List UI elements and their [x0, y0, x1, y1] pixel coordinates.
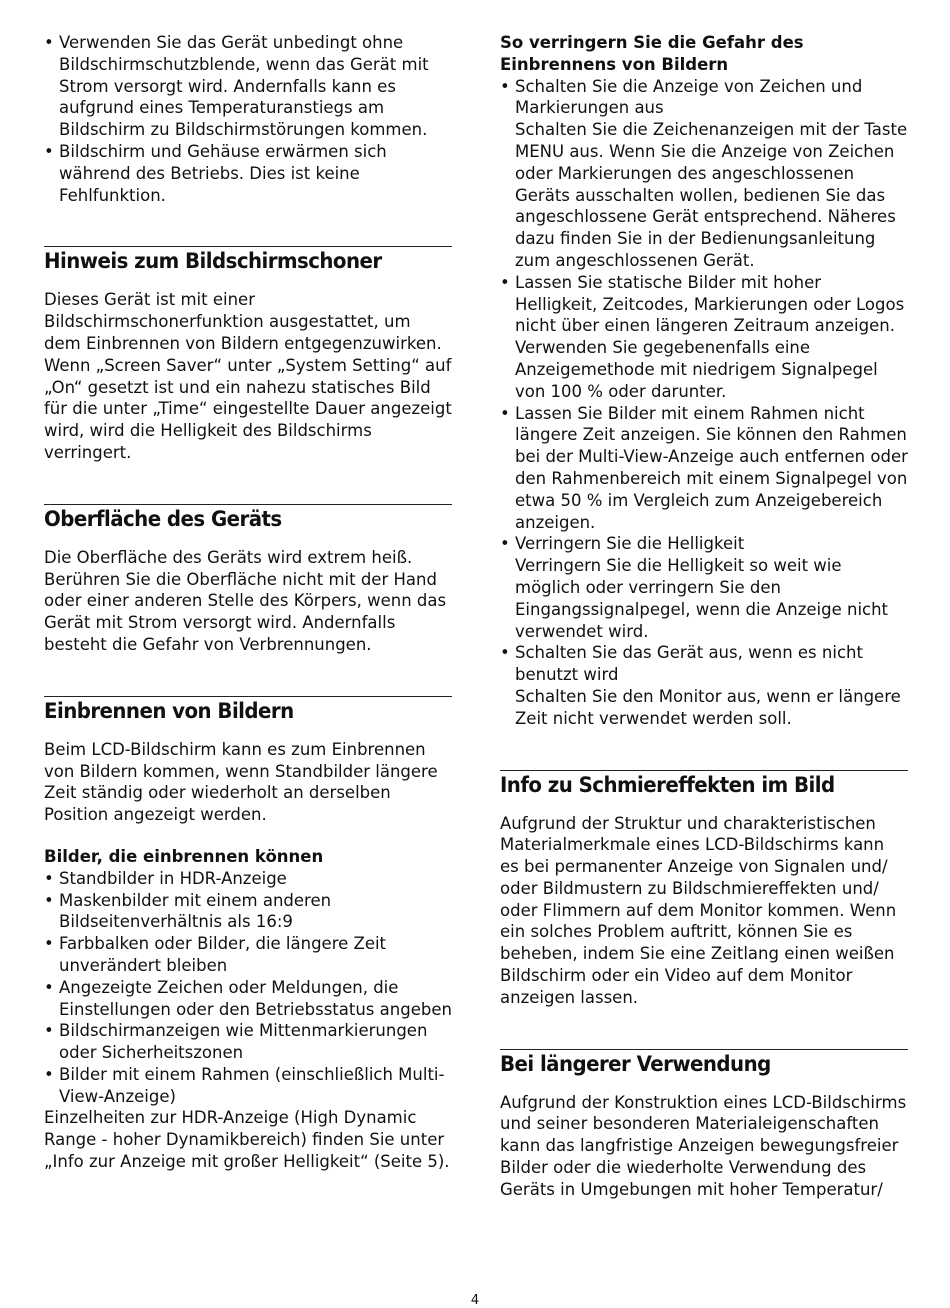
- section-surface: [44, 504, 452, 656]
- list-item: • Bilder mit einem Rahmen (einschließlich Multi-View-Anzeige): [44, 1064, 452, 1108]
- section-title: Einbrennen von Bildern: [44, 698, 294, 724]
- section-screensaver: [44, 246, 452, 463]
- item-head: Schalten Sie das Gerät aus, wenn es nicht benutzt wird: [515, 643, 863, 685]
- section-body: Die Oberfläche des Geräts wird extrem heiß. Berühren Sie die Oberfläche nicht mit der Hand oder einer anderen Stelle des Körpers, wenn das Gerät mit Strom versorgt wird. Andernfalls besteht die Gefahr von Verbrennungen.: [44, 547, 447, 654]
- page-number: 4: [470, 1293, 480, 1308]
- section-body: Beim LCD-Bildschirm kann es zum Einbrennen von Bildern kommen, wenn Standbilder längere Zeit ständig oder wiederholt an derselben Position angezeigt werden.: [44, 739, 438, 825]
- section-long-use: [500, 1049, 908, 1201]
- reduce-burnin-list: [500, 76, 908, 730]
- section-body: Aufgrund der Konstruktion eines LCD-Bildschirms und seiner besonderen Materialeigenschaften kann das langfristige Anzeigen bewegungsfreier Bilder oder die wiederholte Verwendung des Geräts in Umgebungen mit hoher Temperatur/: [500, 1092, 907, 1199]
- item-text: Schalten Sie den Monitor aus, wenn er längere Zeit nicht verwendet werden soll.: [515, 686, 901, 728]
- item-text: Schalten Sie die Zeichenanzeigen mit der Taste MENU aus. Wenn Sie die Anzeige von Zeichen oder Markierungen des angeschlossenen Geräts ausschalten wollen, bedienen Sie das angeschlossene Gerät entsprechend. Näheres dazu finden Sie in der Bedienungsanleitung zum angeschlossenen Gerät.: [515, 120, 908, 270]
- item-head: Lassen Sie Bilder mit einem Rahmen nicht längere Zeit anzeigen. Sie können den Rahmen bei der Multi-View-Anzeige auch entfernen oder den Rahmenbereich mit einem Signalpegel von etwa 50 % im Vergleich zum Anzeigebereich anzeigen.: [515, 403, 908, 532]
- intro-bullet-list: [44, 32, 452, 206]
- section-body: Aufgrund der Struktur und charakteristischen Materialmerkmale eines LCD-Bildschirms kann es bei permanenter Anzeige von Signalen und/ oder Bildmustern zu Bildschmiereffekten und/ oder Flimmern auf dem Monitor kommen. Wenn ein solches Problem auftritt, können Sie es beheben, indem Sie eine Zeitlang einen weißen Bildschirm oder ein Video auf dem Monitor anzeigen lassen.: [500, 813, 897, 1007]
- item-head: Verringern Sie die Helligkeit: [515, 534, 745, 554]
- list-item: • Maskenbilder mit einem anderen Bildseitenverhältnis als 16:9: [44, 890, 452, 934]
- list-item: [500, 642, 908, 729]
- subheading: Bilder, die einbrennen können: [44, 846, 324, 866]
- burnin-image-list: [44, 868, 452, 1108]
- item-text: Verringern Sie die Helligkeit so weit wie möglich oder verringern Sie den Eingangssignalpegel, wenn die Anzeige nicht verwendet wird.: [515, 556, 889, 641]
- list-item: [500, 403, 908, 534]
- section-body: Dieses Gerät ist mit einer Bildschirmschonerfunktion ausgestattet, um dem Einbrennen von Bildern entgegenzuwirken. Wenn „Screen Saver“ unter „System Setting“ auf „On“ gesetzt ist und ein nahezu statisches Bild für die unter „Time“ eingestellte Dauer angezeigt wird, wird die Helligkeit des Bildschirms verringert.: [44, 290, 452, 462]
- section-title: Hinweis zum Bildschirmschoner: [44, 249, 382, 275]
- list-item: • Farbbalken oder Bilder, die längere Zeit unverändert bleiben: [44, 933, 452, 977]
- section-burnin: [44, 696, 452, 1173]
- list-item: [500, 76, 908, 272]
- list-item: [500, 533, 908, 642]
- list-item: • Bildschirmanzeigen wie Mittenmarkierungen oder Sicherheitszonen: [44, 1020, 452, 1064]
- section-smear: [500, 770, 908, 1009]
- section-title: Info zu Schmiereffekten im Bild: [500, 772, 835, 798]
- hdr-footnote: Einzelheiten zur HDR-Anzeige (High Dynamic Range - hoher Dynamikbereich) finden Sie unter „Info zur Anzeige mit großer Helligkeit“ (Seite 5).: [44, 1108, 450, 1172]
- list-item: [500, 272, 908, 403]
- list-item: • Bildschirm und Gehäuse erwärmen sich während des Betriebs. Dies ist keine Fehlfunktion.: [44, 141, 452, 206]
- item-head: Schalten Sie die Anzeige von Zeichen und Markierungen aus: [515, 76, 863, 118]
- list-item: • Angezeigte Zeichen oder Meldungen, die Einstellungen oder den Betriebsstatus angeben: [44, 977, 452, 1021]
- section-title: Oberfläche des Geräts: [44, 506, 282, 532]
- right-column: [500, 32, 908, 1201]
- list-item: • Standbilder in HDR-Anzeige: [44, 868, 452, 890]
- left-column: [44, 32, 452, 1173]
- list-item: • Verwenden Sie das Gerät unbedingt ohne Bildschirmschutzblende, wenn das Gerät mit Strom versorgt wird. Andernfalls kann es aufgrund eines Temperaturanstiegs am Bildschirm zu Bildschirmstörungen kommen.: [44, 32, 452, 141]
- item-head: Lassen Sie statische Bilder mit hoher Helligkeit, Zeitcodes, Markierungen oder Logos nicht über einen längeren Zeitraum anzeigen. Verwenden Sie gegebenenfalls eine Anzeigemethode mit niedrigem Signalpegel von 100 % oder darunter.: [515, 272, 905, 401]
- subheading: So verringern Sie die Gefahr des Einbrennens von Bildern: [500, 33, 804, 74]
- section-title: Bei längerer Verwendung: [500, 1051, 771, 1077]
